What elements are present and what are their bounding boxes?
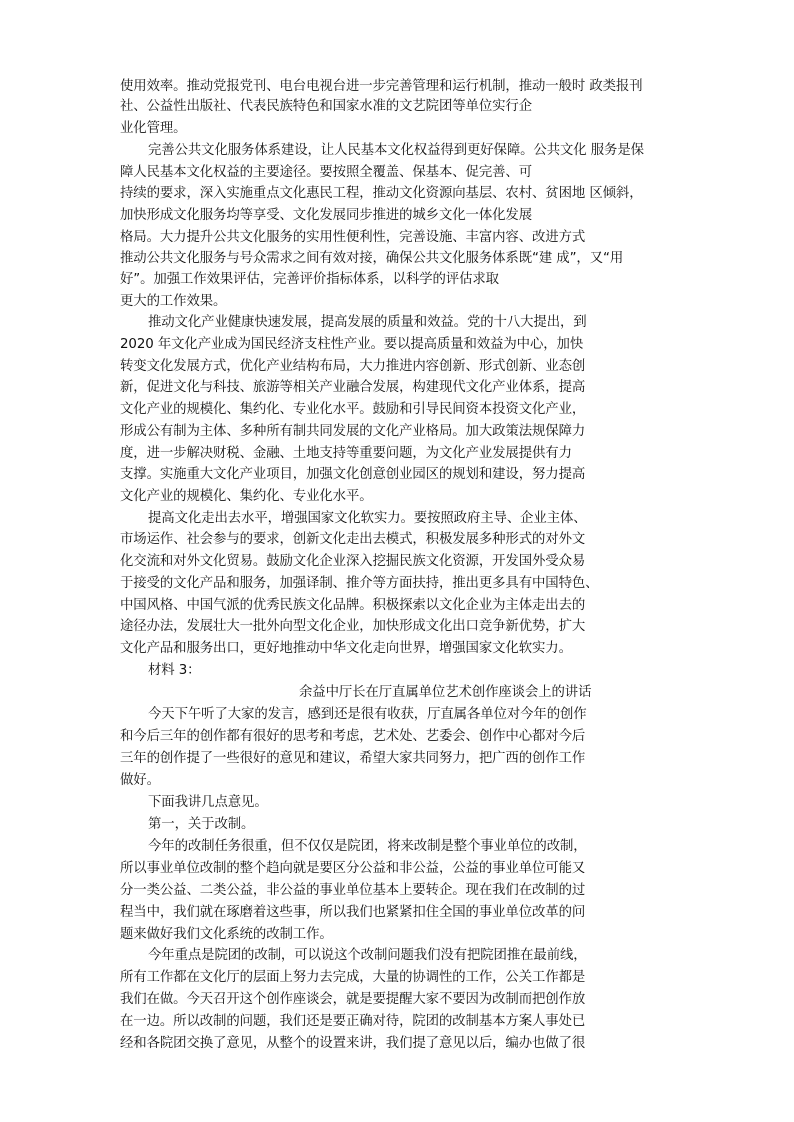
text-line: 文化产业的规模化、集约化、专业化水平。 bbox=[120, 489, 373, 504]
text-line: 更大的工作效果。 bbox=[120, 294, 227, 309]
text-line: 度，进一步解决财税、金融、土地支持等重要问题，为文化产业发展提供有力 bbox=[120, 446, 572, 461]
text-line: 文化产品和服务出口，更好地推动中华文化走向世界，增强国家文化软实力。 bbox=[120, 641, 572, 656]
text-line: 今天下午听了大家的发言，感到还是很有收获，厅直属各单位对今年的创作 bbox=[148, 707, 587, 722]
text-line: 加快形成文化服务均等享受、文化发展同步推进的城乡文化一体化发展 bbox=[120, 208, 533, 223]
text-line: 途径办法，发展壮大一批外向型文化企业，加快形成文化出口竞争新优势，扩大 bbox=[120, 619, 586, 634]
text-line: 形成公有制为主体、多种所有制共同发展的文化产业格局。加大政策法规保障力 bbox=[120, 424, 586, 439]
text-line: 完善公共文化服务体系建设，让人民基本文化权益得到更好保障。公共文化 服务是保 bbox=[148, 143, 644, 158]
text-line: 所有工作都在文化厅的层面上努力去完成，大量的协调性的工作，公关工作都是 bbox=[120, 970, 586, 985]
text-line: 做好。 bbox=[120, 773, 160, 788]
text-line: 所以事业单位改制的整个趋向就是要区分公益和非公益，公益的事业单位可能又 bbox=[120, 861, 586, 876]
text-line: 文化产业的规模化、集约化、专业化水平。鼓励和引导民间资本投资文化产业， bbox=[120, 402, 586, 417]
text-line: 分一类公益、二类公益，非公益的事业单位基本上要转企。现在我们在改制的过 bbox=[120, 883, 586, 898]
text-line: 转变文化发展方式，优化产业结构布局，大力推进内容创新、形式创新、业态创 bbox=[120, 359, 586, 374]
text-line: 化交流和对外文化贸易。鼓励文化企业深入挖掘民族文化资源，开发国外受众易 bbox=[120, 554, 586, 569]
text-line: 新，促进文化与科技、旅游等相关产业融合发展，构建现代文化产业体系，提高 bbox=[120, 380, 586, 395]
text-line: 障人民基本文化权益的主要途径。要按照全覆盖、保基本、促完善、可 bbox=[120, 165, 533, 180]
text-line: 好”。加强工作效果评估，完善评价指标体系，以科学的评估求取 bbox=[120, 272, 499, 287]
text-line: 市场运作、社会参与的要求，创新文化走出去模式，积极发展多种形式的对外文 bbox=[120, 532, 586, 547]
text-line: 使用效率。推动党报党刊、电台电视台进一步完善管理和运行机制，推动一般时 政类报刊 bbox=[120, 79, 643, 94]
text-line: 在一边。所以改制的问题，我们还是要正确对待，院团的改制基本方案人事处已 bbox=[120, 1014, 586, 1029]
text-line: 和今后三年的创作都有很好的思考和考虑，艺术处、艺委会、创作中心都对今后 bbox=[120, 729, 586, 744]
text-line: 社、公益性出版社、代表民族特色和国家水准的文艺院团等单位实行企 bbox=[120, 99, 533, 114]
text-line: 支撑。实施重大文化产业项目，加强文化创意创业园区的规划和建设，努力提高 bbox=[120, 467, 586, 482]
text-line: 下面我讲几点意见。 bbox=[148, 795, 268, 810]
text-line: 三年的创作提了一些很好的意见和建议，希望大家共同努力，把广西的创作工作 bbox=[120, 751, 586, 766]
text-line: 推动公共文化服务与号众需求之间有效对接，确保公共文化服务体系既“建 成”，又“用 bbox=[120, 251, 624, 266]
section-heading: 第一，关于改制。 bbox=[148, 817, 255, 832]
text-line: 经和各院团交换了意见，从整个的设置来讲，我们提了意见以后，编办也做了很 bbox=[120, 1036, 586, 1051]
text-line: 推动文化产业健康快速发展，提高发展的质量和效益。党的十八大提出，到 bbox=[148, 315, 587, 330]
text-line: 于接受的文化产品和服务，加强译制、推介等方面扶持，推出更多具有中国特色、 bbox=[120, 576, 599, 591]
material-label: 材料 3： bbox=[148, 663, 201, 678]
text-line: 今年重点是院团的改制，可以说这个改制问题我们没有把院团推在最前线， bbox=[148, 948, 587, 963]
text-line: 持续的要求，深入实施重点文化惠民工程，推动文化资源向基层、农村、贫困地 区倾斜， bbox=[120, 186, 643, 201]
text-line: 程当中，我们就在琢磨着这些事，所以我们也紧紧扣住全国的事业单位改革的问 bbox=[120, 905, 586, 920]
text-line: 提高文化走出去水平，增强国家文化软实力。要按照政府主导、企业主体、 bbox=[148, 511, 587, 526]
speech-title: 余益中厅长在厅直属单位艺术创作座谈会上的讲话 bbox=[299, 685, 592, 700]
text-line: 中国风格、中国气派的优秀民族文化品牌。积极探索以文化企业为主体走出去的 bbox=[120, 598, 586, 613]
text-line: 我们在做。今天召开这个创作座谈会，就是要提醒大家不要因为改制而把创作放 bbox=[120, 992, 586, 1007]
text-line: 2020 年文化产业成为国民经济支柱性产业。要以提高质量和效益为中心，加快 bbox=[120, 337, 584, 352]
text-line: 格局。大力提升公共文化服务的实用性便利性，完善设施、丰富内容、改进方式 bbox=[120, 230, 586, 245]
text-line: 题来做好我们文化系统的改制工作。 bbox=[120, 927, 333, 942]
text-line: 今年的改制任务很重，但不仅仅是院团，将来改制是整个事业单位的改制， bbox=[148, 839, 587, 854]
text-line: 业化管理。 bbox=[120, 121, 187, 136]
